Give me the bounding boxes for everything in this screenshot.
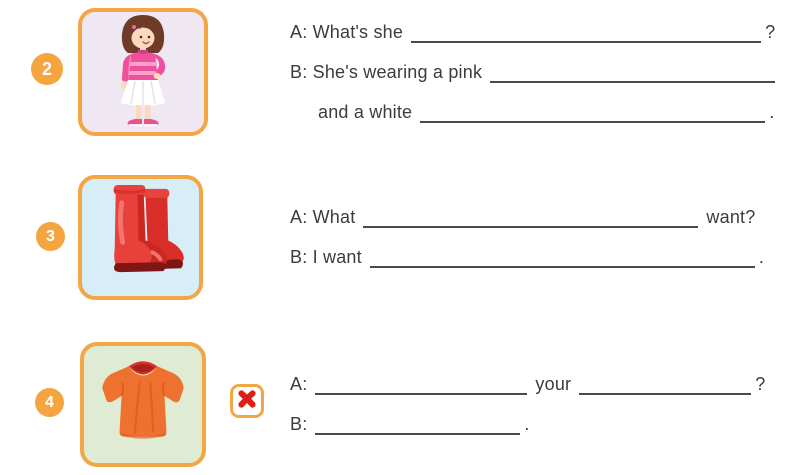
exercise-number: 2 bbox=[41, 58, 52, 79]
fill-in-blank bbox=[363, 204, 698, 228]
fill-in-blank bbox=[315, 371, 527, 395]
fill-in-blank bbox=[411, 19, 761, 43]
dialogue-text: . bbox=[758, 247, 765, 267]
dialogue-line-b-continued bbox=[290, 83, 775, 123]
dialogue-text: your bbox=[535, 374, 572, 394]
dialogue-text: ? bbox=[755, 374, 766, 394]
dialogue-text: A: What bbox=[290, 207, 356, 227]
exercise-4-dialogue bbox=[290, 355, 765, 435]
dialogue-line-a bbox=[290, 355, 765, 395]
dialogue-line-b bbox=[290, 43, 775, 83]
dialogue-text: . bbox=[769, 102, 775, 122]
fill-in-blank bbox=[315, 411, 520, 435]
dialogue-text: want? bbox=[706, 207, 756, 227]
incorrect-marker-box bbox=[230, 384, 264, 418]
dialogue-line-a bbox=[290, 3, 775, 43]
red-rain-boots-illustration bbox=[90, 181, 191, 295]
dialogue-line-b bbox=[290, 228, 764, 268]
exercise-number: 4 bbox=[45, 393, 54, 411]
fill-in-blank bbox=[370, 244, 755, 268]
fill-in-blank bbox=[490, 59, 775, 83]
exercise-3-picture-box bbox=[78, 175, 203, 300]
exercise-number: 3 bbox=[46, 227, 55, 245]
fill-in-blank bbox=[420, 99, 765, 123]
fill-in-blank bbox=[579, 371, 751, 395]
orange-t-shirt-illustration bbox=[92, 354, 194, 456]
dialogue-text: B: She's wearing a pink bbox=[290, 62, 483, 82]
exercise-2-picture-box bbox=[78, 8, 208, 136]
exercise-2-dialogue bbox=[290, 3, 775, 123]
exercise-4-number-badge bbox=[35, 388, 64, 417]
dialogue-text: A: bbox=[290, 374, 308, 394]
dialogue-text: ? bbox=[765, 22, 776, 42]
dialogue-text: B: I want bbox=[290, 247, 362, 267]
exercise-2-number-badge bbox=[31, 53, 63, 85]
exercise-4-picture-box bbox=[80, 342, 206, 467]
dialogue-text: and a white bbox=[318, 102, 413, 122]
dialogue-text: . bbox=[524, 414, 530, 434]
dialogue-text: B: bbox=[290, 414, 308, 434]
dialogue-line-b bbox=[290, 395, 765, 435]
dialogue-line-a bbox=[290, 188, 764, 228]
exercise-3-dialogue bbox=[290, 188, 764, 268]
dialogue-text: A: What's she bbox=[290, 22, 404, 42]
girl-in-pink-sweater-illustration bbox=[96, 10, 190, 135]
exercise-3-number-badge bbox=[36, 222, 65, 251]
red-cross-icon bbox=[235, 387, 259, 416]
